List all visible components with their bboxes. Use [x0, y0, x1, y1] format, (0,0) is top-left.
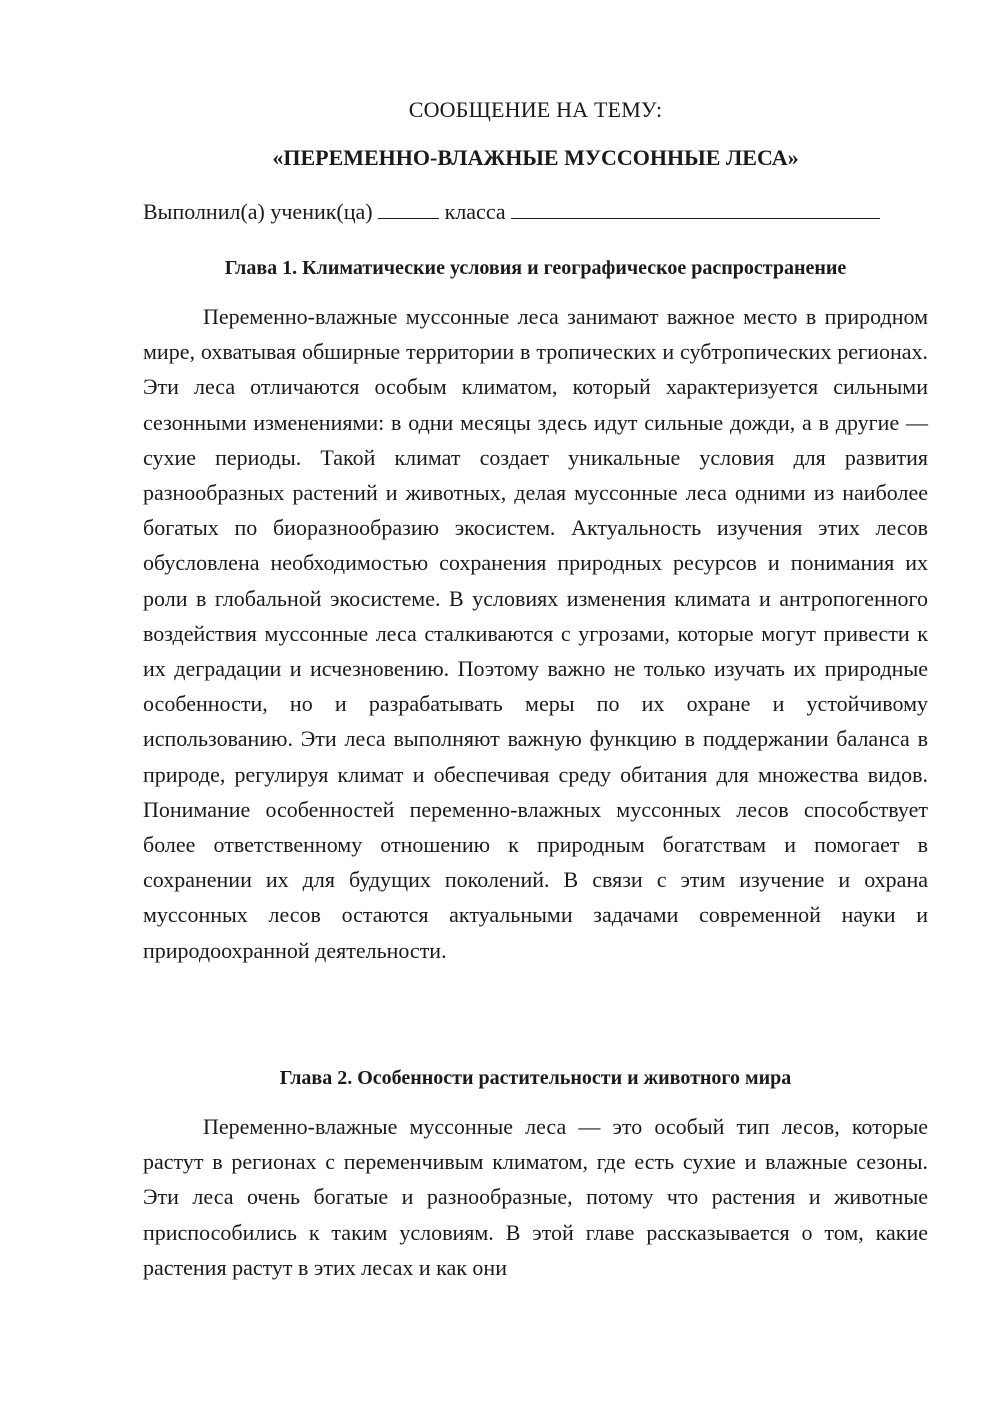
author-prefix: Выполнил(а) ученик(ца) [143, 199, 379, 224]
chapter-1-heading: Глава 1. Климатические условия и географическое распространение [224, 257, 847, 279]
chapter-2-heading: Глава 2. Особенности растительности и животного мира [279, 1067, 792, 1089]
grade-blank [378, 198, 439, 219]
author-middle: класса [439, 199, 512, 224]
document-title-line-2: «ПЕРЕМЕННО-ВЛАЖНЫЕ МУССОННЫЕ ЛЕСА» [272, 145, 799, 170]
chapter-2-paragraph: Переменно-влажные муссонные леса — это особый тип лесов, которые растут в регионах с переменчивым климатом, где есть сухие и влажные сезоны. Эти леса очень богатые и разнообразные, потому что растения и животные приспособились к таким условиям. В этой главе рассказывается о том, какие растения растут в этих лесах и как они [143, 1114, 928, 1280]
author-line [143, 197, 928, 227]
chapter-1-paragraph: Переменно-влажные муссонные леса занимают важное место в природном мире, охватывая обширные территории в тропических и субтропических регионах. Эти леса отличаются особым климатом, который характеризуется сильными сезонными изменениями: в одни месяцы здесь идут сильные дожди, а в другие — сухие периоды. Такой климат создает уникальные условия для развития разнообразных растений и животных, делая муссонные леса одними из наиболее богатых по биоразнообразию экосистем. Актуальность изучения этих лесов обусловлена необходимостью сохранения природных ресурсов и понимания их роли в глобальной экосистеме. В условиях изменения климата и антропогенного воздействия муссонные леса сталкиваются с угрозами, которые могут привести к их деградации и исчезновению. Поэтому важно не только изучать их природные особенности, но и разрабатывать меры по их охране и устойчивому использованию. Эти леса выполняют важную функцию в поддержании баланса в природе, регулируя климат и обеспечивая среду обитания для множества видов. Понимание особенностей переменно-влажных муссонных лесов способствует более ответственному отношению к природным богатствам и помогает в сохранении их для будущих поколений. В связи с этим изучение и охрана муссонных лесов остаются актуальными задачами современной науки и природоохранной деятельности. [143, 304, 928, 963]
class-blank [511, 198, 880, 219]
document-title-line-1: СООБЩЕНИЕ НА ТЕМУ: [408, 97, 663, 122]
